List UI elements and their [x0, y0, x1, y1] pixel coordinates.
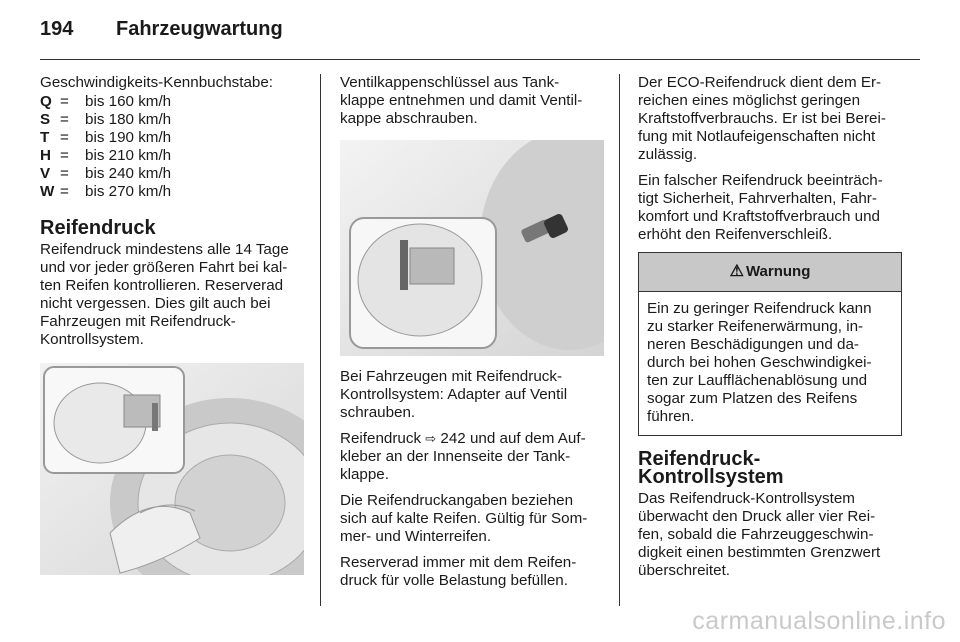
text-line: Bei Fahrzeugen mit Reifendruck-: [340, 368, 563, 385]
warning-box: [638, 252, 902, 436]
text-line: Fahrzeugen mit Reifendruck-: [40, 313, 236, 330]
text-line: zulässig.: [638, 146, 698, 163]
speed-value: bis 240 km/h: [85, 165, 172, 182]
text-line: 242 und auf dem Auf-: [436, 430, 586, 447]
text-line: klappe entnehmen und damit Ventil-: [340, 92, 583, 109]
column-divider-2: [619, 74, 620, 606]
watermark: carmanualsonline.info: [692, 607, 946, 635]
text-line: durch bei hohen Geschwindigkei-: [647, 354, 872, 371]
speed-letter: H: [40, 147, 51, 164]
text-line: kappe abschrauben.: [340, 110, 478, 127]
column-2: [340, 74, 605, 598]
speed-row: [40, 147, 171, 165]
speed-equals: =: [60, 129, 69, 146]
speed-letter: S: [40, 111, 51, 128]
speed-row: [40, 183, 171, 201]
text-line: digkeit einen bestimmten Grenzwert: [638, 544, 881, 561]
text-line: komfort und Kraftstoffverbrauch und: [638, 208, 881, 225]
text-line: kleber an der Innenseite der Tank-: [340, 448, 571, 465]
page-header: [40, 18, 920, 58]
text-line: zu starker Reifenerwärmung, in-: [647, 318, 864, 335]
text-line: Reifendruck: [340, 430, 426, 447]
warning-body: [639, 292, 901, 435]
text-line: reichen eines möglichst geringen: [638, 92, 861, 109]
text-line: nicht vergessen. Dies gilt auch bei: [40, 295, 271, 312]
text-line: erhöht den Reifenverschleiß.: [638, 226, 833, 243]
speed-value: bis 160 km/h: [85, 93, 172, 110]
column-3: [638, 74, 902, 580]
text-line: sich auf kalte Reifen. Gültig für Som-: [340, 510, 588, 527]
text-line: Die Reifendruckangaben beziehen: [340, 492, 574, 509]
speed-row: [40, 111, 171, 129]
speed-row: [40, 93, 171, 111]
text-line: und vor jeder größeren Fahrt bei kal-: [40, 259, 288, 276]
tire-valve-illustration: [40, 363, 304, 575]
speed-index-table: [40, 93, 171, 201]
text-line: überschreitet.: [638, 562, 731, 579]
fuel-flap-valve-illustration: [340, 140, 604, 356]
text-line: ten Reifen kontrollieren. Reserverad: [40, 277, 284, 294]
speed-equals: =: [60, 183, 69, 200]
speed-letter: V: [40, 165, 51, 182]
rdks-text: [638, 490, 902, 580]
text-line: ten zur Laufflächenablösung und: [647, 372, 868, 389]
text-line: Ein falscher Reifendruck beeinträch-: [638, 172, 883, 189]
text-line: neren Beschädigungen und da-: [647, 336, 859, 353]
page-number: 194: [40, 18, 74, 40]
speed-value: bis 270 km/h: [85, 183, 172, 200]
adapter-text: [340, 368, 605, 422]
speed-index-intro: Geschwindigkeits-Kennbuchstabe:: [40, 74, 274, 91]
column-1: [40, 74, 308, 575]
cold-tire-text: [340, 492, 605, 546]
text-line: fen, sobald die Fahrzeuggeschwin-: [638, 526, 874, 543]
speed-equals: =: [60, 93, 69, 110]
speed-equals: =: [60, 165, 69, 182]
text-line: tigt Sicherheit, Fahrverhalten, Fahr-: [638, 190, 877, 207]
wrong-pressure-text: [638, 172, 902, 244]
text-line: schrauben.: [340, 404, 416, 421]
text-line: druck für volle Belastung befüllen.: [340, 572, 568, 589]
speed-letter: W: [40, 183, 55, 200]
speed-letter: Q: [40, 93, 52, 110]
text-line: Kontrollsystem.: [40, 331, 144, 348]
speed-letter: T: [40, 129, 50, 146]
text-line: Der ECO-Reifendruck dient dem Er-: [638, 74, 882, 91]
speed-row: [40, 129, 171, 147]
tire-valve-drawing: [40, 363, 304, 575]
fuel-flap-drawing: [340, 140, 604, 356]
speed-value: bis 190 km/h: [85, 129, 172, 146]
speed-value: bis 180 km/h: [85, 111, 172, 128]
speed-value: bis 210 km/h: [85, 147, 172, 164]
header-rule: [40, 59, 920, 60]
text-line: Reserverad immer mit dem Reifen-: [340, 554, 577, 571]
pressure-reference-text: [340, 430, 605, 484]
section-heading-rdks: Reifendruck-Kontrollsystem: [638, 448, 784, 488]
text-line: führen.: [647, 408, 695, 425]
page-title: Fahrzeugwartung: [116, 18, 283, 40]
text-line: überwacht den Druck aller vier Rei-: [638, 508, 876, 525]
text-line: fung mit Notlaufeigenschaften nicht: [638, 128, 876, 145]
text-line: klappe.: [340, 466, 389, 483]
valve-cap-text: [340, 74, 605, 128]
text-line: Kraftstoffverbrauchs. Er ist bei Berei-: [638, 110, 886, 127]
speed-equals: =: [60, 111, 69, 128]
warning-title: Warnung: [745, 263, 811, 280]
text-line: sogar zum Platzen des Reifens: [647, 390, 858, 407]
arrow-ref-icon: ⇨: [425, 431, 437, 446]
text-line: Ventilkappenschlüssel aus Tank-: [340, 74, 560, 91]
speed-equals: =: [60, 147, 69, 164]
text-line: Reifendruck mindestens alle 14 Tage: [40, 241, 289, 258]
eco-pressure-text: [638, 74, 902, 164]
text-line: Kontrollsystem: Adapter auf Ventil: [340, 386, 568, 403]
warning-header: [639, 253, 901, 292]
speed-row: [40, 165, 171, 183]
section-heading-reifendruck: Reifendruck: [40, 217, 156, 239]
text-line: mer- und Winterreifen.: [340, 528, 492, 545]
spare-wheel-text: [340, 554, 605, 590]
reifendruck-text: [40, 241, 308, 349]
text-line: Ein zu geringer Reifendruck kann: [647, 300, 872, 317]
warning-triangle-icon: ⚠: [729, 263, 744, 280]
column-divider-1: [320, 74, 321, 606]
text-line: Das Reifendruck-Kontrollsystem: [638, 490, 855, 507]
